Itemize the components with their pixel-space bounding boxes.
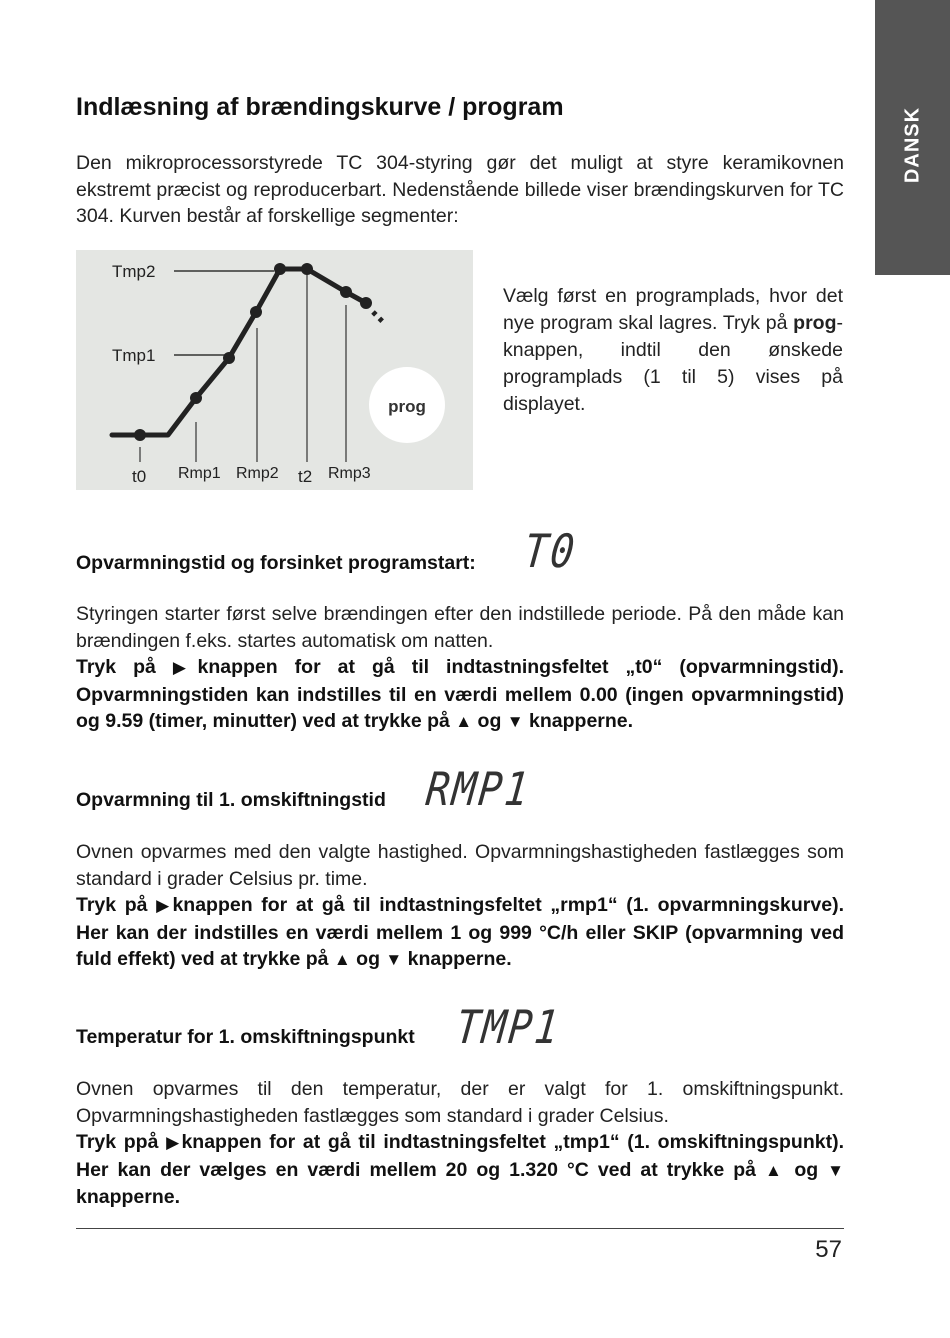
figure-text-bold: prog (793, 312, 837, 334)
down-arrow-icon: ▼ (827, 1160, 844, 1180)
section-heading-tmp1: Temperatur for 1. omskiftningspunkt (76, 1026, 415, 1048)
section-text-bold: knapperne. (523, 710, 634, 732)
up-arrow-icon: ▲ (333, 950, 351, 969)
lcd-display-rmp1: RMP1 (423, 762, 534, 816)
page-number: 57 (815, 1236, 842, 1263)
section-text-bold: Tryk på (76, 656, 173, 678)
section-body-tmp1 (76, 1076, 844, 1211)
section-text: Ovnen opvarmes til den temperatur, der er valgt for 1. omskiftningspunkt. Opvarmningshastigheden fastlægges som standard i grader Celsius. (76, 1078, 844, 1127)
right-arrow-icon: ▶ (166, 1133, 182, 1152)
up-arrow-icon: ▲ (455, 712, 473, 731)
firing-curve-diagram (76, 250, 473, 490)
section-text-bold: og (472, 710, 507, 732)
section-text-bold: knappen for at gå til indtastningsfeltet „t0“ (opvarmningstid). Opvarmningstiden kan indstilles til en værdi mellem 0.00 (ingen opvarmningstid) og 9.59 (timer, minutter) ved at trykke på (76, 656, 844, 732)
intro-paragraph: Den mikroprocessorstyrede TC 304-styring gør det muligt at styre keramikovnen ekstremt præcist og reproducerbart. Nedenstående billede viser brændingskurven for TC 304. Kurven består af forskellige segmenter: (76, 152, 844, 227)
figure-text-part: Vælg først en programplads, hvor det nye program skal lagres. Tryk på (503, 285, 843, 334)
language-tab-label: DANSK (901, 106, 923, 184)
section-text-bold: knapperne. (402, 948, 512, 970)
section-heading-rmp1: Opvarmning til 1. omskiftningstid (76, 789, 386, 811)
right-arrow-icon: ▶ (156, 896, 173, 915)
prog-button-label: prog (388, 397, 426, 416)
section-text: Ovnen opvarmes med den valgte hastighed. Opvarmningshastigheden fastlægges som standard i grader Celsius pr. time. (76, 841, 844, 890)
section-text-bold: knappen for at gå til indtastningsfeltet „rmp1“ (1. opvarmningskurve). Her kan der indstilles en værdi mellem 1 og 999 °C/h eller SKIP (opvarmning ved fuld effekt) ved at trykke på (76, 894, 844, 970)
lcd-display-tmp1: TMP1 (453, 1000, 564, 1054)
page-title: Indlæsning af brændingskurve / program (76, 93, 564, 121)
up-arrow-icon: ▲ (764, 1160, 786, 1180)
section-text-bold: Tryk på (76, 894, 157, 916)
section-text-bold: knapperne. (76, 1186, 181, 1208)
section-body-t0 (76, 601, 844, 736)
section-text: Styringen starter først selve brændingen efter den indstillede periode. På den måde kan brændingen f.eks. startes automatisk om natten. (76, 603, 844, 652)
footer-divider (76, 1228, 844, 1229)
section-heading-t0: Opvarmningstid og forsinket programstart: (76, 552, 476, 574)
section-text-bold: og (785, 1158, 828, 1181)
figure-instructions (503, 283, 843, 418)
lcd-display-t0: T0 (521, 524, 580, 578)
label-tmp2: Tmp2 (112, 262, 156, 281)
language-tab (875, 0, 950, 275)
section-text-bold: og (350, 948, 386, 970)
label-rmp1: Rmp1 (178, 465, 221, 482)
section-body-rmp1 (76, 839, 844, 974)
firing-curve-figure (76, 250, 473, 490)
section-text-bold: knappen for at gå til indtastningsfeltet „tmp1“ (1. omskiftningspunkt). Her kan der vælges en værdi mellem 20 og 1.320 °C ved at trykke på (76, 1131, 844, 1181)
right-arrow-icon: ▶ (172, 658, 198, 677)
down-arrow-icon: ▼ (506, 712, 524, 731)
section-text-bold: Tryk ppå (76, 1131, 167, 1153)
label-rmp3: Rmp3 (328, 465, 371, 482)
label-t2: t2 (298, 467, 313, 486)
label-tmp1: Tmp1 (112, 346, 156, 365)
down-arrow-icon: ▼ (385, 950, 403, 969)
label-t0: t0 (132, 467, 147, 486)
figure-text-part: -knappen, indtil den ønskede programplads (1 til 5) vises på displayet. (503, 312, 843, 415)
label-rmp2: Rmp2 (236, 465, 279, 482)
